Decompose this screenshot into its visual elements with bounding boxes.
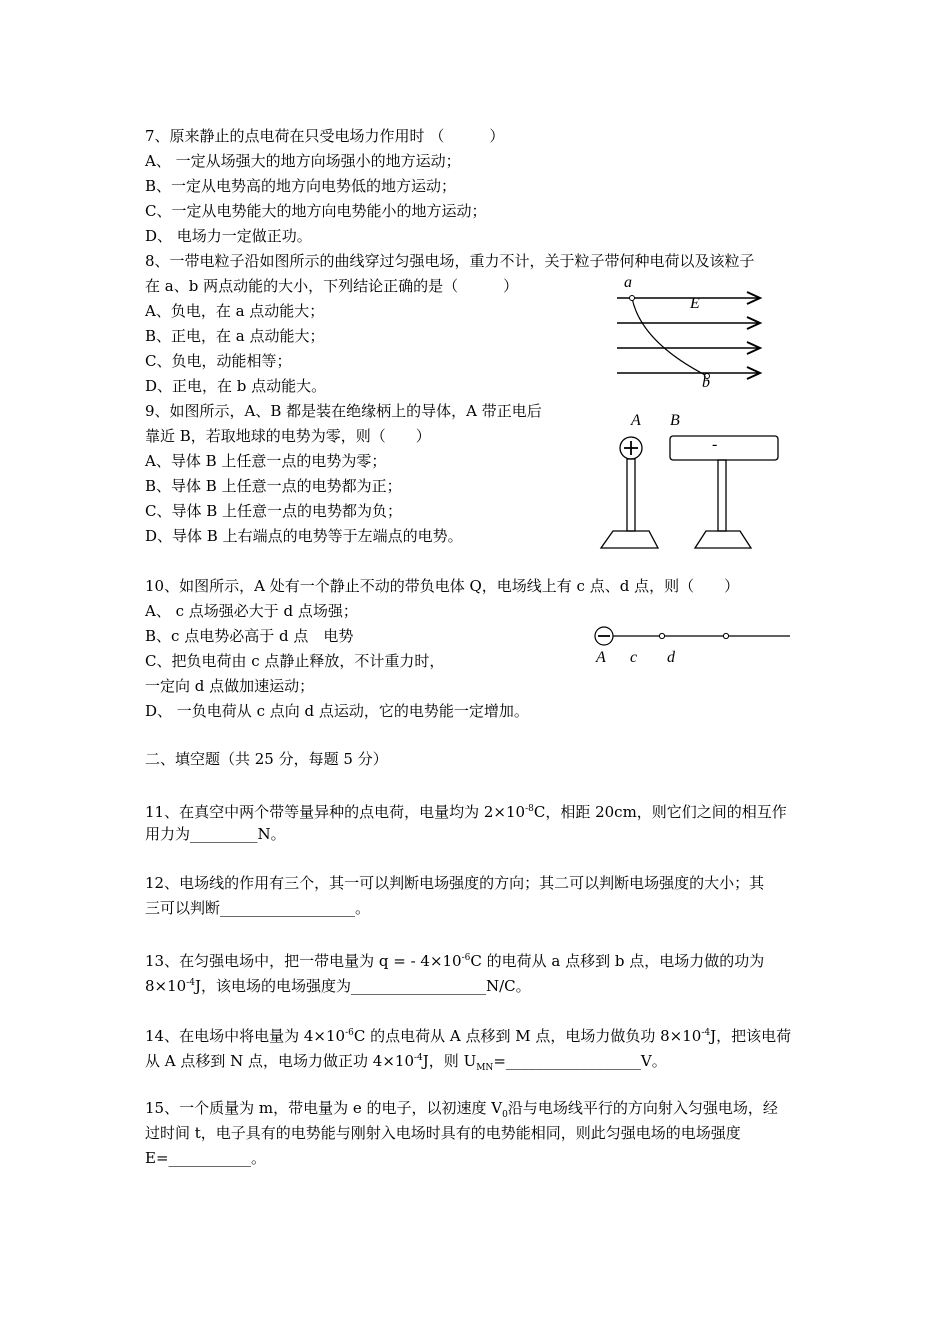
q8-label-b: b [702, 374, 710, 391]
q10-option-c-line2: 一定向 d 点做加速运动； [145, 677, 315, 695]
q11-line1: 11、在真空中两个带等量异种的点电荷，电量均为 $2\times 10^{-8}C$，相距 20cm，则它们之间的相互作 [145, 803, 787, 821]
stand-a-rod [627, 459, 635, 531]
q11-line2: 用力为_________N。 [145, 825, 286, 843]
q10-label-c: c [630, 649, 638, 666]
q7-stem: 7、原来静止的点电荷在只受电场力作用时 （ ） [145, 127, 505, 145]
q12-line1: 12、电场线的作用有三个，其一可以判断电场强度的方向；其二可以判断电场强度的大小；其 [145, 874, 765, 892]
q10-option-d: D、 一负电荷从 c 点向 d 点运动，它的电势能一定增加。 [145, 702, 529, 720]
q8-option-c: C、负电，动能相等； [145, 352, 292, 370]
q7-option-d: D、 电场力一定做正功。 [145, 227, 312, 245]
q10-option-c-line1: C、把负电荷由 c 点静止释放，不计重力时， [145, 652, 445, 670]
q7-option-a: A、 一定从场强大的地方向场强小的地方运动； [145, 152, 461, 170]
q10-label-A: A [596, 649, 606, 666]
q15-line1: 15、一个质量为 m，带电量为 e 的电子，以初速度 $V_0$沿与电场线平行的方向射入匀强电场，经 [145, 1099, 778, 1120]
q9-stem-line1: 9、如图所示，A、B 都是装在绝缘柄上的导体，A 带正电后 [145, 402, 542, 420]
q14-line2: 从 A 点移到 N 点，电场力做正功 $4\times 10^{-4}J$，则 $U_{MN}=\_\_\_\_\_\_\_\_\_\_\_\_\_\_\_\_\_\_V$。 [145, 1052, 667, 1073]
point-d-marker [723, 633, 728, 638]
q8-stem-line1: 8、一带电粒子沿如图所示的曲线穿过匀强电场，重力不计，关于粒子带何种电荷以及该粒子 [145, 252, 755, 270]
q10-option-b: B、c 点电势必高于 d 点 电势 [145, 627, 354, 645]
q8-label-a: a [624, 274, 632, 291]
section2-title: 二、填空题（共 25 分，每题 5 分） [145, 750, 388, 768]
q8-option-b: B、正电，在 a 点动能大； [145, 327, 325, 345]
q8-option-d: D、正电，在 b 点动能大。 [145, 377, 327, 395]
q7-option-b: B、一定从电势高的地方向电势低的地方运动； [145, 177, 457, 195]
q9-label-B: B [670, 412, 680, 429]
point-a-marker [630, 296, 635, 301]
q14-line1: 14、在电场中将电量为 $4\times 10^{-6}C$ 的点电荷从 A 点移到 M 点，电场力做负功 $8\times 10^{-4}J$，把该电荷 [145, 1027, 792, 1045]
q10-field-line-figure [592, 625, 792, 647]
stand-b-base [695, 531, 751, 548]
q15-line3: E=___________。 [145, 1149, 267, 1167]
q8-option-a: A、负电，在 a 点动能大； [145, 302, 325, 320]
q9-minus-label: - [712, 436, 718, 453]
conductor-b-bar [670, 436, 778, 460]
stand-b-rod [718, 460, 726, 531]
q12-line2: 三可以判断__________________。 [145, 899, 371, 917]
q8-label-E: E [690, 295, 700, 312]
q9-stem-line2: 靠近 B，若取地球的电势为零，则（ ） [145, 427, 431, 445]
q9-option-b: B、导体 B 上任意一点的电势都为正； [145, 477, 402, 495]
q9-option-a: A、导体 B 上任意一点的电势为零； [145, 452, 387, 470]
q13-line1: 13、在匀强电场中，把一带电量为 q = - $4\times 10^{-6}C$ 的电荷从 a 点移到 b 点，电场力做的功为 [145, 952, 765, 970]
q10-label-d: d [667, 649, 675, 666]
point-c-marker [659, 633, 664, 638]
q10-stem: 10、如图所示，A 处有一个静止不动的带负电体 Q，电场线上有 c 点、d 点，则（ ） [145, 577, 740, 595]
q9-conductor-figure [598, 432, 783, 552]
q7-option-c: C、一定从电势能大的地方向电势能小的地方运动； [145, 202, 487, 220]
q9-option-c: C、导体 B 上任意一点的电势都为负； [145, 502, 403, 520]
q15-line2: 过时间 t，电子具有的电势能与刚射入电场时具有的电势能相同，则此匀强电场的电场强度 [145, 1124, 741, 1142]
stand-a-base [601, 531, 658, 548]
q8-stem-line2: 在 a、b 两点动能的大小，下列结论正确的是（ ） [145, 277, 519, 295]
q9-option-d: D、导体 B 上右端点的电势等于左端点的电势。 [145, 527, 463, 545]
q9-label-A: A [631, 412, 641, 429]
q10-option-a: A、 c 点场强必大于 d 点场强； [145, 602, 358, 620]
q13-line2: $8\times 10^{-4}J$，该电场的电场强度为__________________N/C。 [145, 977, 531, 995]
